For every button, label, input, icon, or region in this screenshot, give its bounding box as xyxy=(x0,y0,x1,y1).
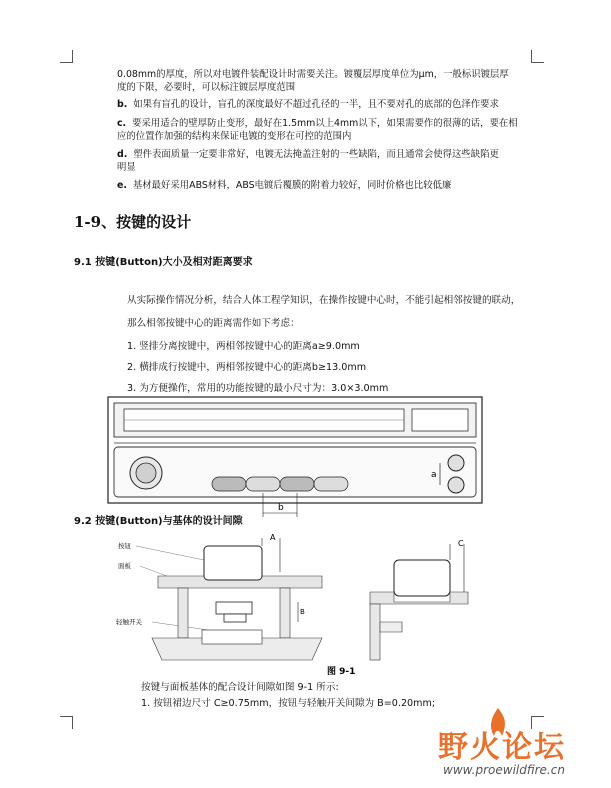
caption-text: 按键与面板基体的配合设计间隙如图 9-1 所示: xyxy=(141,682,339,693)
bullet-d-line2: 明显 xyxy=(117,162,136,173)
bullet-d-text: 塑件表面质量一定要非常好，电镀无法掩盖注射的一些缺陷，而且通常会使得这些缺陷更 xyxy=(133,149,499,160)
list-item-2: 2. 横排成行按键中，两相邻按键中心的距离b≥13.0mm xyxy=(127,362,367,373)
device-button-lower xyxy=(448,477,464,493)
bullet-b-label: b. xyxy=(117,99,128,110)
bullet-d-label: d. xyxy=(117,149,128,160)
watermark-title: 野火论坛 xyxy=(438,730,566,765)
device-button-upper xyxy=(448,455,464,471)
dim-label-B: B xyxy=(300,608,305,616)
label-switch: 轻触开关 xyxy=(116,618,142,626)
item-1: 1. 按钮裙边尺寸 C≥0.75mm，按钮与轻触开关间隙为 B=0.20mm; xyxy=(141,698,436,709)
figure-caption: 图 9-1 xyxy=(327,667,356,677)
dim-label-b: b xyxy=(278,503,284,513)
bullet-a-line2: 度的下限，必要时，可以标注镀层厚度范围 xyxy=(117,82,296,93)
dim-label-C: C xyxy=(458,539,464,548)
intro-line-1: 从实际操作情况分析，结合人体工程学知识，在操作按键中心时，不能引起相邻按键的联动， xyxy=(127,295,521,306)
intro-line-2: 那么相邻按键中心的距离需作如下考虑： xyxy=(127,318,300,329)
right-button-cap xyxy=(394,560,450,596)
crop-mark-top-right xyxy=(531,50,544,63)
list-item-1: 1. 竖排分离按键中，两相邻按键中心的距离a≥9.0mm xyxy=(127,341,360,352)
watermark-url: www.proewildfire.cn xyxy=(443,763,565,777)
subsection-9-1-title: 9.1 按键(Button)大小及相对距离要求 xyxy=(74,257,253,268)
label-anniu: 按钮 xyxy=(118,542,131,550)
list-item-3: 3. 为方便操作，常用的功能按键的最小尺寸为：3.0×3.0mm xyxy=(127,383,389,394)
bullet-c-text: 要采用适合的壁厚防止变形，最好在1.5mm以上4mm以下，如果需要作的很薄的话，要在相 xyxy=(132,118,518,129)
subsection-9-2-title: 9.2 按键(Button)与基体的设计间隙 xyxy=(74,516,243,527)
crop-mark-bottom-left xyxy=(60,716,73,729)
bullet-b-text: 如果有盲孔的设计，盲孔的深度最好不超过孔径的一半，且不要对孔的底部的色泽作要求 xyxy=(133,99,499,110)
bullet-b xyxy=(117,99,499,111)
bullet-d-line1 xyxy=(117,149,499,161)
bullet-e-label: e. xyxy=(117,180,127,191)
bullet-e-text: 基材最好采用ABS材料，ABS电镀后覆膜的附着力较好，同时价格也比较低廉 xyxy=(132,180,452,191)
dim-label-A: A xyxy=(270,533,276,542)
bullet-c-line2: 应的位置作加强的结构来保证电镀的变形在可控的范围内 xyxy=(117,131,352,142)
bullet-a-line1: 0.08mm的厚度，所以对电镀件装配设计时需要关注。镀覆层厚度单位为μm，一般标识镀层厚 xyxy=(117,69,509,80)
bullet-c-label: c. xyxy=(117,118,127,129)
device-panel-figure xyxy=(100,393,490,521)
dim-label-a: a xyxy=(431,470,437,480)
bullet-e xyxy=(117,180,451,192)
crop-mark-top-left xyxy=(60,50,73,63)
left-button-cap xyxy=(204,546,262,580)
bullet-c-line1 xyxy=(117,118,518,130)
button-gap-figure xyxy=(112,532,492,682)
section-heading: 1-9、按键的设计 xyxy=(74,213,192,231)
label-mianban: 面板 xyxy=(118,562,131,570)
